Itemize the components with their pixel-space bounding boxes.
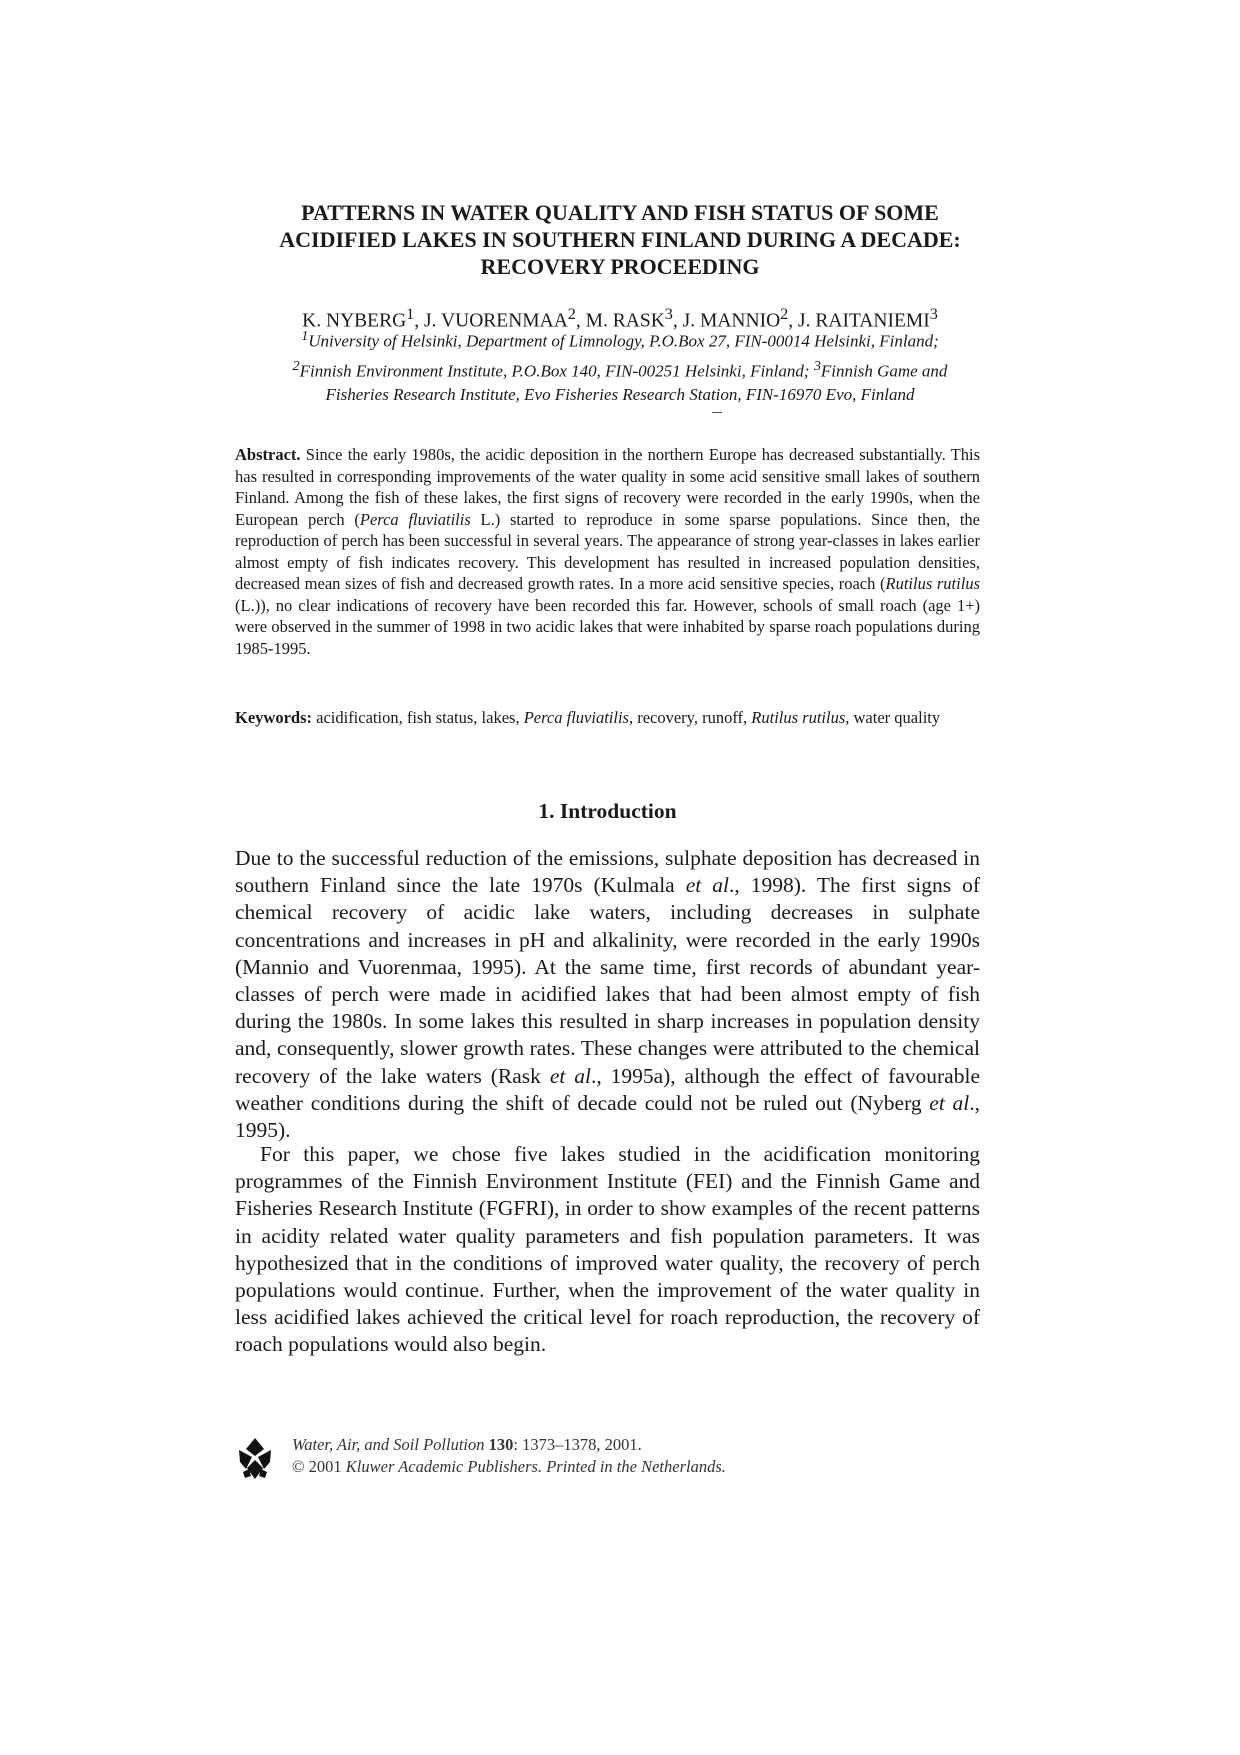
- copyright: © 2001: [292, 1457, 346, 1476]
- affiliation-3-continued: Fisheries Research Institute, Evo Fisheries Research Station, FIN-16970 Evo, Finland: [325, 385, 915, 405]
- citation-etal: et al: [929, 1090, 970, 1115]
- publisher-logo-icon: [237, 1436, 273, 1480]
- species-name: Rutilus rutilus: [885, 574, 980, 593]
- journal-pages: : 1373–1378, 2001.: [513, 1435, 642, 1454]
- body-paragraph-1: [235, 845, 980, 1144]
- author-affiliation-mark: 1: [406, 305, 415, 323]
- journal-volume: 130: [488, 1435, 514, 1454]
- author-name: J. VUORENMAA: [424, 310, 568, 332]
- abstract-label: Abstract.: [235, 445, 301, 464]
- author-name: J. RAITANIEMI: [798, 310, 930, 332]
- author-name: M. RASK: [585, 310, 665, 332]
- body-paragraph-2: For this paper, we chose five lakes studied in the acidification monitoring programmes of the Finnish Environment Institute (FEI) and the Finnish Game and Fisheries Research Institute (FGFRI), in order to show examples of the recent patterns in acidity related water quality parameters and fish population parameters. It was hypothesized that in the conditions of improved water quality, the recovery of perch populations would continue. Further, when the improvement of the water quality in less acidified lakes achieved the critical level for roach reproduction, the recovery of roach populations would also begin.: [235, 1142, 980, 1357]
- affiliation-1: University of Helsinki, Department of Limnology, P.O.Box 27, FIN-00014 Helsinki, Finland;: [308, 331, 939, 351]
- author-name: J. MANNIO: [682, 310, 781, 332]
- species-name: Rutilus rutilus,: [751, 708, 850, 727]
- title-line-1: PATTERNS IN WATER QUALITY AND FISH STATUS OF SOME: [301, 200, 939, 225]
- section-heading: 1. Introduction: [538, 799, 677, 823]
- author-list: K. NYBERG$^1$, J. VUORENMAA$^2$, M. RASK$^3$, J. MANNIO$^2$, J. RAITANIEMI$^3$: [302, 305, 938, 332]
- paper-title: [200, 199, 1040, 280]
- author-name: K. NYBERG: [302, 310, 407, 332]
- abstract: [235, 444, 980, 659]
- affiliation-mark: 3: [813, 357, 821, 374]
- keywords-text: , recovery, runoff,: [628, 708, 752, 727]
- keywords: [235, 707, 980, 729]
- publisher-note: Kluwer Academic Publishers. Printed in the Netherlands.: [345, 1457, 726, 1476]
- abstract-text: L.) started to reproduce in some sparse populations. Since then, the reproduction of perch has been successful in several years. The appearance of strong year-classes in lakes earlier almost empty of fish indicates recovery. This development has resulted in increased population densities, decreased mean sizes of fish and decreased growth rates. In a more acid sensitive species, roach (: [235, 509, 981, 593]
- citation-etal: et al: [549, 1063, 591, 1088]
- citation-etal: et al: [685, 873, 729, 898]
- species-name: Perca fluviatilis: [359, 509, 471, 529]
- paragraph-text: ., 1995a), although the effect of favourable weather conditions during the shift of decade could not be ruled out (Nyberg: [235, 1063, 980, 1115]
- affiliations: [200, 324, 1040, 407]
- publication-footer: [292, 1434, 852, 1478]
- species-name: Perca fluviatilis: [523, 708, 629, 727]
- title-line-2: ACIDIFIED LAKES IN SOUTHERN FINLAND DURING A DECADE:: [279, 227, 961, 252]
- scan-mark: [712, 412, 722, 413]
- author-affiliation-mark: 2: [780, 305, 789, 323]
- keywords-text: acidification, fish status, lakes,: [312, 708, 524, 727]
- affiliation-mark: 1: [301, 328, 309, 344]
- keywords-text: water quality: [849, 708, 941, 727]
- author-affiliation-mark: 3: [929, 305, 938, 323]
- keywords-label: Keywords:: [235, 708, 312, 727]
- title-line-3: RECOVERY PROCEEDING: [480, 254, 760, 279]
- affiliation-3: Finnish Game and: [820, 361, 948, 381]
- journal-name: Water, Air, and Soil Pollution: [292, 1435, 485, 1454]
- paragraph-text: ., 1995).: [235, 1090, 980, 1143]
- author-affiliation-mark: 3: [664, 305, 673, 323]
- paragraph-text: ., 1998). The first signs of chemical recovery of acidic lake waters, including decreases in sulphate concentrations and increases in pH and alkalinity, were recorded in the early 1990s (Mannio and Vuorenmaa, 1995). At the same time, first records of abundant year-classes of perch were made in acidified lakes that had been almost empty of fish during the 1980s. In some lakes this resulted in sharp increases in population density and, consequently, slower growth rates. These changes were attributed to the chemical recovery of the lake waters (Rask: [235, 873, 980, 1088]
- abstract-text: (L.)), no clear indications of recovery have been recorded this far. However, schools of small roach (age 1+) were observed in the summer of 1998 in two acidic lakes that were inhabited by sparse roach populations during 1985-1995.: [235, 595, 980, 658]
- abstract-text: Since the early 1980s, the acidic deposition in the northern Europe has decreased substantially. This has resulted in corresponding improvements of the water quality in some acid sensitive small lakes of southern Finland. Among the fish of these lakes, the first signs of recovery were recorded in the early 1990s, when the European perch (: [235, 445, 980, 529]
- paragraph-text: Due to the successful reduction of the emissions, sulphate deposition has decreased in southern Finland since the late 1970s (Kulmala: [235, 846, 980, 898]
- affiliation-2: Finnish Environment Institute, P.O.Box 140, FIN-00251 Helsinki, Finland;: [299, 361, 810, 381]
- affiliation-mark: 2: [292, 357, 300, 374]
- author-affiliation-mark: 2: [567, 305, 576, 323]
